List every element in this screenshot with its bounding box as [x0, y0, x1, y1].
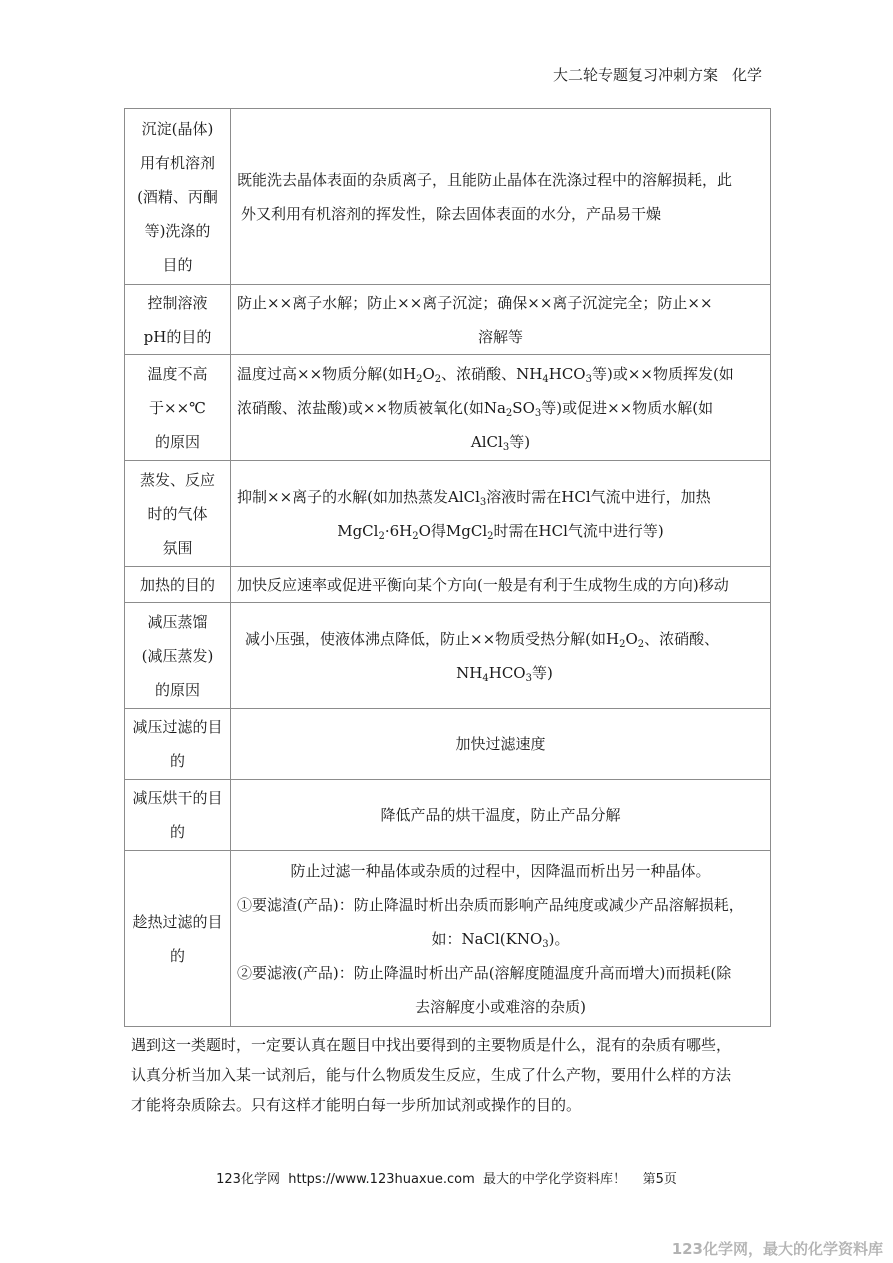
table-row — [125, 709, 771, 780]
page-footer — [0, 1168, 893, 1187]
row-label: 趁热过滤的目 的 — [125, 851, 231, 1027]
watermark-text: 123化学网，最大的化学资料库 — [671, 1240, 883, 1258]
header-title: 大二轮专题复习冲刺方案 — [552, 66, 718, 84]
page-header — [0, 64, 762, 85]
header-subject: 化学 — [731, 66, 762, 84]
row-content: 加快反应速率或促进平衡向某个方向(一般是有利于生成物生成的方向)移动 — [231, 567, 771, 603]
row-content: 既能洗去晶体表面的杂质离子，且能防止晶体在洗涤过程中的溶解损耗，此 外又利用有机溶剂的挥发性，除去固体表面的水分，产品易干燥 — [231, 109, 771, 285]
table-row — [125, 109, 771, 285]
row-content: 防止××离子水解；防止××离子沉淀；确保××离子沉淀完全；防止×× 溶解等 — [231, 285, 771, 355]
footer-url[interactable]: https://www.123huaxue.com — [288, 1172, 475, 1187]
table-row — [125, 285, 771, 355]
summary-paragraph: 遇到这一类题时，一定要认真在题目中找出要得到的主要物质是什么，混有的杂质有哪些， 认真分析当加入某一试剂后，能与什么物质发生反应，生成了什么产物，要用什么样的方法 才能将杂质除去。只有这样才能明白每一步所加试剂或操作的目的。 — [131, 1036, 732, 1114]
summary-table — [124, 108, 771, 1027]
table-row — [125, 355, 771, 461]
footer-slogan: 最大的中学化学资料库！ — [483, 1172, 627, 1187]
row-content: 温度过高××物质分解(如$H_2O_2$、浓硝酸、$NH_4HCO_3$等)或××物质挥发(如 浓硝酸、浓盐酸)或××物质被氧化(如$Na_2SO_3$等)或促进××物质水解(如 AlCl$_3$等) — [231, 355, 771, 461]
table-row — [125, 567, 771, 603]
row-content: 抑制××离子的水解(如加热蒸发AlCl$_3$溶液时需在HCl气流中进行，加热 $MgCl_2\cdot 6H_2O$得MgCl$_2$时需在HCl气流中进行等) — [231, 461, 771, 567]
row-label: 沉淀(晶体) 用有机溶剂 (酒精、丙酮 等)洗涤的 目的 — [125, 109, 231, 285]
row-content: 加快过滤速度 — [231, 709, 771, 780]
row-label: 控制溶液 pH的目的 — [125, 285, 231, 355]
table-row — [125, 603, 771, 709]
row-label: 减压蒸馏 (减压蒸发) 的原因 — [125, 603, 231, 709]
row-label: 减压烘干的目 的 — [125, 780, 231, 851]
footer-site: 123化学网 — [216, 1172, 280, 1187]
row-label: 加热的目的 — [125, 567, 231, 603]
row-content: 减小压强，使液体沸点降低，防止××物质受热分解(如$H_2O_2$、浓硝酸、 $NH_4HCO_3$等) — [231, 603, 771, 709]
table-row — [125, 461, 771, 567]
row-label: 减压过滤的目 的 — [125, 709, 231, 780]
row-content: 降低产品的烘干温度，防止产品分解 — [231, 780, 771, 851]
row-label: 蒸发、反应 时的气体 氛围 — [125, 461, 231, 567]
table-row — [125, 780, 771, 851]
row-content: 防止过滤一种晶体或杂质的过程中，因降温而析出另一种晶体。 ①要滤渣(产品)：防止降温时析出杂质而影响产品纯度或减少产品溶解损耗， 如：$NaCl(KNO_3)$。 ②要滤液(产品)：防止降温时析出产品(溶解度随温度升高而增大)而损耗(除 去溶解度小或难溶的杂质) — [231, 851, 771, 1027]
page-number: 第5页 — [642, 1172, 677, 1187]
table-row — [125, 851, 771, 1027]
row-label: 温度不高 于××℃ 的原因 — [125, 355, 231, 461]
